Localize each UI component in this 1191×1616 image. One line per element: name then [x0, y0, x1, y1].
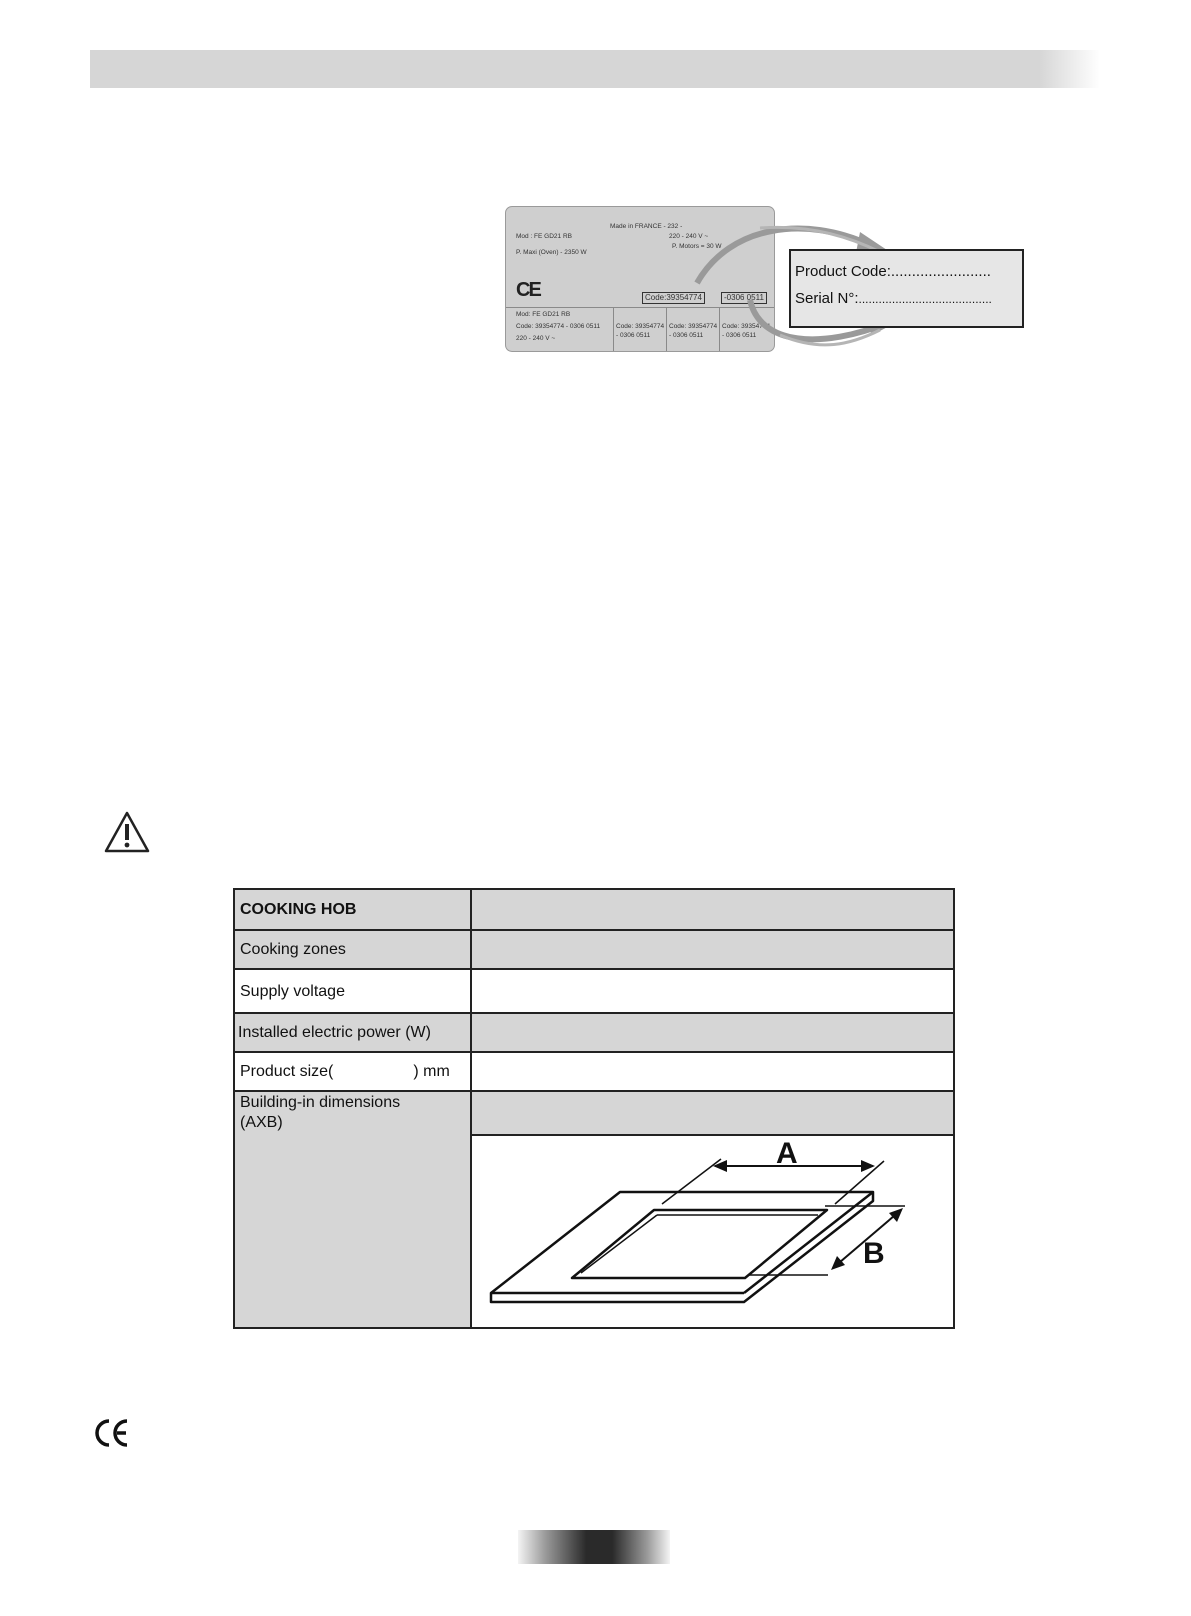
page-number-tab	[518, 1530, 670, 1564]
table-rule	[235, 1051, 953, 1053]
plate-power-oven: P. Maxi (Oven) - 2350 W	[516, 249, 587, 256]
cutout-diagram-cell	[471, 1135, 953, 1327]
table-rule	[235, 1090, 953, 1092]
product-code-box	[789, 249, 1024, 328]
ce-mark-icon	[94, 1418, 130, 1448]
dimension-a-label: A	[776, 1137, 798, 1170]
plate-ce-icon: CE	[516, 279, 540, 301]
arrows-graphic	[0, 0, 1191, 400]
plate-stub-serial: - 0306 0511	[669, 332, 704, 339]
product-size-prefix: Product size(	[240, 1063, 334, 1080]
plate-bottom-model: Mod: FE GD21 RB	[516, 311, 571, 318]
plate-power-motors: P. Motors = 30 W	[672, 243, 722, 250]
row-label-building-in	[235, 1091, 471, 1327]
row-value-installed-power	[471, 1013, 953, 1052]
table-rule	[235, 1012, 953, 1014]
plate-bottom-code: Code: 39354774 - 0306 0511	[516, 323, 601, 330]
spec-table	[233, 888, 955, 1329]
dimension-b-label: B	[863, 1237, 885, 1270]
row-value-supply-voltage	[471, 969, 953, 1013]
product-size-suffix: ) mm	[413, 1063, 450, 1080]
row-value-building-in	[471, 1091, 953, 1135]
product-code-line	[795, 263, 991, 280]
row-label-cooking-zones: Cooking zones	[235, 930, 471, 969]
row-value-cooking-zones	[471, 930, 953, 969]
plate-stub-code: Code: 39354774	[616, 323, 665, 330]
plate-stub-serial: - 0306 0511	[616, 332, 651, 339]
plate-stub-serial: - 0306 0511	[722, 332, 757, 339]
table-rule	[235, 929, 953, 931]
plate-bottom-voltage: 220 - 240 V ~	[516, 335, 556, 342]
table-rule	[471, 1134, 953, 1136]
cutout-diagram	[471, 1135, 953, 1327]
plate-stub-code: Code: 39354774	[722, 323, 771, 330]
row-value-product-size	[471, 1052, 953, 1091]
row-label-supply-voltage: Supply voltage	[235, 969, 471, 1013]
row-label-cooking-hob: COOKING HOB	[235, 890, 471, 930]
row-label-product-size	[235, 1052, 471, 1091]
serial-label: Serial N°:	[795, 290, 859, 307]
warning-triangle-icon	[103, 810, 151, 854]
plate-serial-box: -0306 0511	[721, 292, 767, 304]
building-in-line2: (AXB)	[240, 1114, 283, 1131]
product-code-dots: ........................	[890, 263, 991, 280]
serial-line	[795, 290, 992, 307]
plate-stub-code: Code: 39354774	[669, 323, 718, 330]
plate-made-in: Made in FRANCE - 232 -	[610, 223, 683, 230]
row-value-cooking-hob	[471, 890, 953, 930]
table-column-rule	[470, 890, 472, 1327]
table-rule	[235, 968, 953, 970]
plate-model: Mod : FE GD21 RB	[516, 233, 572, 240]
plate-code-box: Code:39354774	[642, 292, 705, 304]
building-in-line1: Building-in dimensions	[240, 1094, 401, 1111]
product-code-label: Product Code:	[795, 263, 891, 280]
serial-dots: ........................................	[858, 292, 992, 306]
row-label-installed-power: Installed electric power (W)	[235, 1013, 471, 1052]
plate-voltage: 220 - 240 V ~	[669, 233, 709, 240]
